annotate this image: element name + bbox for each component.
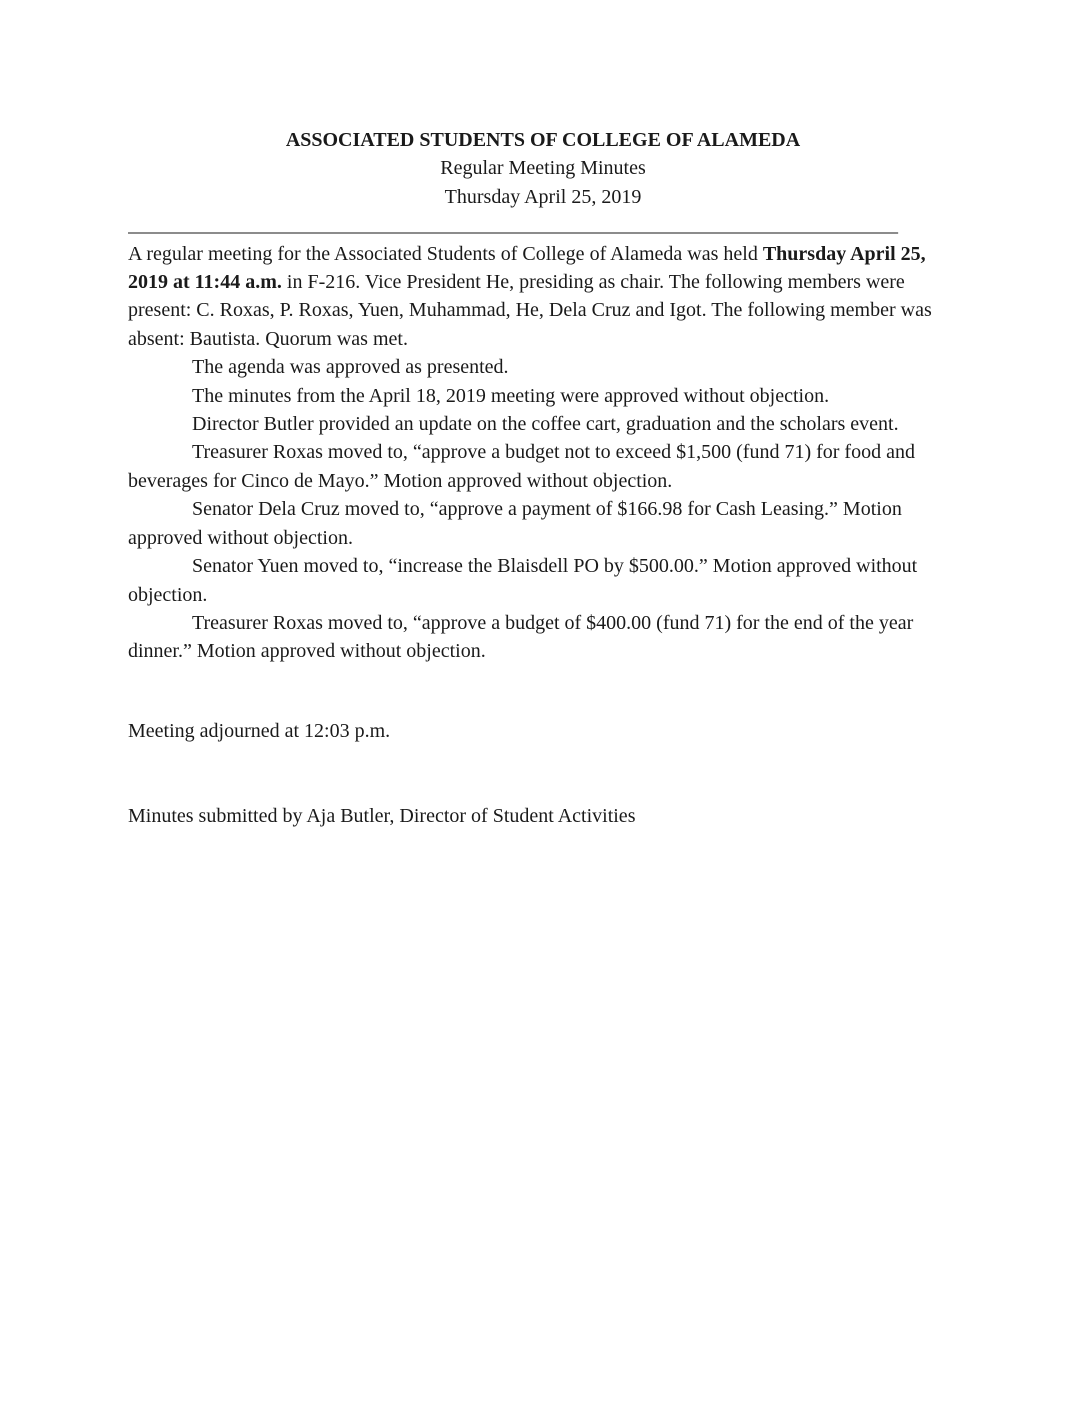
opening-text-post: in F-216. Vice President He, presiding as chair. The following members were present: C. Roxas, P. Roxas, Yuen, Muhammad, He, Dela Cruz and Igot. The following member was absent: Bautista. Quorum was met. xyxy=(128,271,932,350)
opening-text-pre: A regular meeting for the Associated Students of College of Alameda was held xyxy=(128,242,763,265)
document-title: ASSOCIATED STUDENTS OF COLLEGE OF ALAMEDA xyxy=(285,129,801,151)
minutes-item-year-dinner: Treasurer Roxas moved to, “approve a budget of $400.00 (fund 71) for the end of the year dinner.” Motion approved without objection. xyxy=(128,611,914,663)
minutes-body xyxy=(128,240,958,831)
minutes-item-cinco-budget: Treasurer Roxas moved to, “approve a budget not to exceed $1,500 (fund 71) for food and beverages for Cinco de Mayo.” Motion approved without objection. xyxy=(128,441,915,492)
minutes-item-blaisdell-po: Senator Yuen moved to, “increase the Blaisdell PO by $500.00.” Motion approved without objection. xyxy=(128,555,918,606)
minutes-item-cash-leasing: Senator Dela Cruz moved to, “approve a payment of $166.98 for Cash Leasing.” Motion approved without objection. xyxy=(128,498,902,549)
document-date: Thursday April 25, 2019 xyxy=(444,185,642,208)
underscore-divider: _____________________________________________________________________________ xyxy=(128,214,898,237)
submission-line: Minutes submitted by Aja Butler, Director of Student Activities xyxy=(128,805,636,828)
adjournment-line: Meeting adjourned at 12:03 p.m. xyxy=(128,719,391,742)
opening-date-bold: Thursday April 25, 2019 at 11:44 a.m. xyxy=(128,242,926,294)
document-subtitle: Regular Meeting Minutes xyxy=(440,157,646,180)
minutes-item-director-update: Director Butler provided an update on the coffee cart, graduation and the scholars event. xyxy=(192,413,899,436)
opening-paragraph xyxy=(128,240,958,354)
minutes-item-agenda: The agenda was approved as presented. xyxy=(192,356,509,379)
minutes-item-prior-minutes: The minutes from the April 18, 2019 meeting were approved without objection. xyxy=(192,384,830,407)
document-header xyxy=(128,126,958,211)
